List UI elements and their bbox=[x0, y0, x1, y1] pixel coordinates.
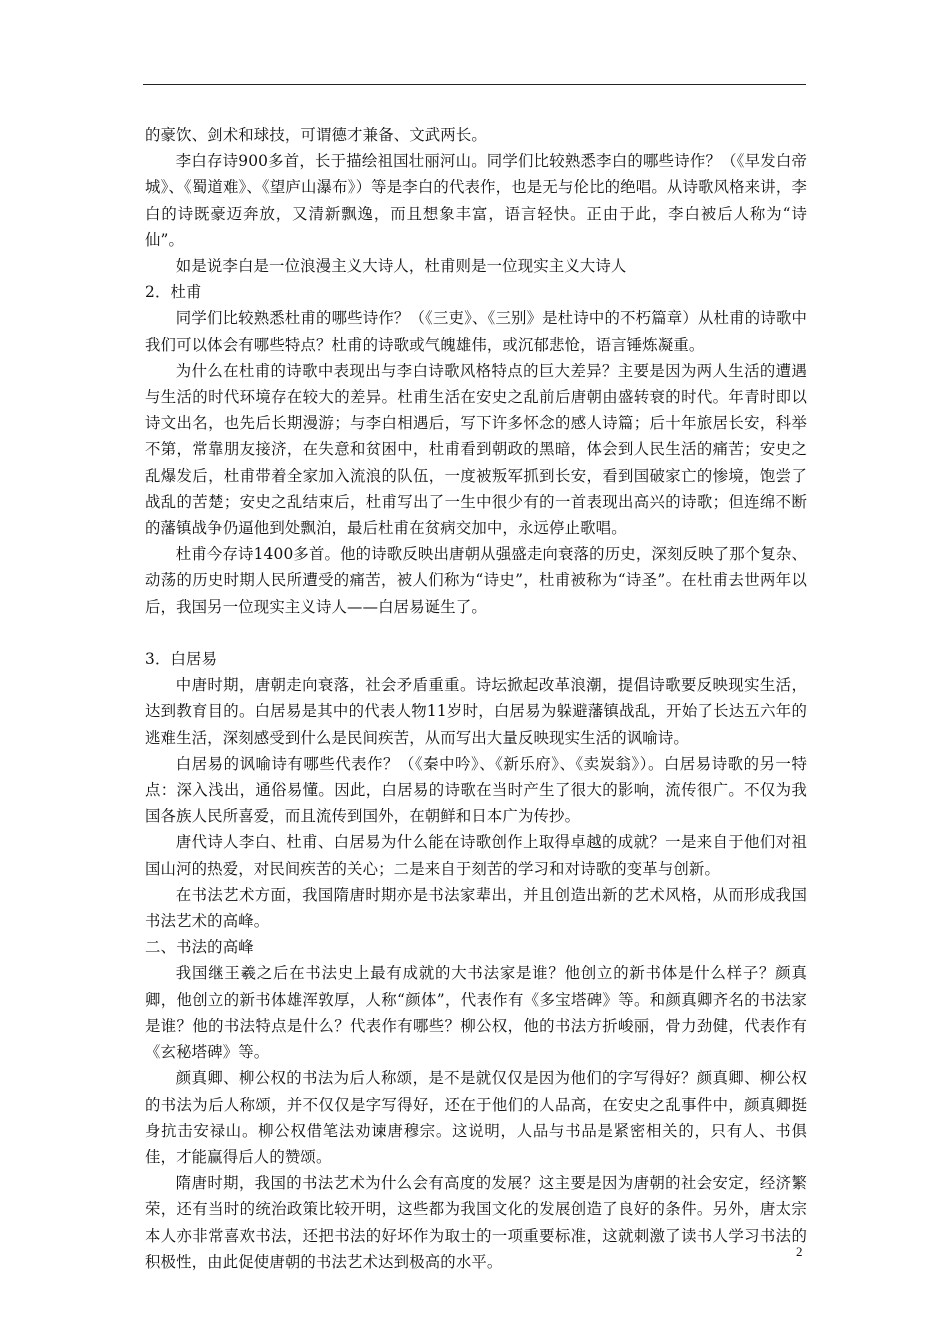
section-heading-calligraphy: 二、书法的高峰 bbox=[145, 938, 254, 957]
paragraph-bai-juyi-works: 白居易的讽喻诗有哪些代表作？（《秦中吟》、《新乐府》、《卖炭翁》）。白居易诗歌的另一特点：深入浅出，通俗易懂。因此，白居易的诗歌在当时产生了很大的影响，流传很广。不仅为我国各族人民所喜爱，而且流传到国外，在朝鲜和日本广为传抄。 bbox=[145, 754, 807, 826]
paragraph-calligraphers: 我国继王羲之后在书法史上最有成就的大书法家是谁？他创立的新书体是什么样子？颜真卿，他创立的新书体雄浑敦厚，人称“颜体”，代表作有《多宝塔碑》等。和颜真卿齐名的书法家是谁？他的书法特点是什么？代表作有哪些？柳公权，他的书法方折峻丽，骨力劲健，代表作有《玄秘塔碑》等。 bbox=[145, 964, 807, 1062]
paragraph-du-fu-life: 为什么在杜甫的诗歌中表现出与李白诗歌风格特点的巨大差异？主要是因为两人生活的遭遇与生活的时代环境存在较大的差异。杜甫生活在安史之乱前后唐朝由盛转衰的时代。年青时即以诗文出名，也先后长期漫游；与李白相遇后，写下许多怀念的感人诗篇；后十年旅居长安，科举不第，常靠朋友接济，在失意和贫困中，杜甫看到朝政的黑暗，体会到人民生活的痛苦；安史之乱爆发后，杜甫带着全家加入流浪的队伍，一度被叛军抓到长安，看到国破家亡的惨境，饱尝了战乱的苦楚；安史之乱结束后，杜甫写出了一生中很少有的一首表现出高兴的诗歌；但连绵不断的藩镇战争仍逼他到处飘泊，最后杜甫在贫病交加中，永远停止歌唱。 bbox=[145, 361, 807, 538]
paragraph-li-bai-poems: 李白存诗900多首，长于描绘祖国壮丽河山。同学们比较熟悉李白的哪些诗作？（《早发白帝城》、《蜀道难》、《望庐山瀑布》）等是李白的代表作，也是无与伦比的绝唱。从诗歌风格来讲，李白的诗既豪迈奔放，又清新飘逸，而且想象丰富，语言轻快。正由于此，李白被后人称为“诗仙”。 bbox=[145, 152, 807, 249]
paragraph-bai-juyi-background: 中唐时期，唐朝走向衰落，社会矛盾重重。诗坛掀起改革浪潮，提倡诗歌要反映现实生活，达到教育目的。白居易是其中的代表人物11岁时，白居易为躲避藩镇战乱，开始了长达五六年的逃难生活，深刻感受到什么是民间疾苦，从而写出大量反映现实生活的讽喻诗。 bbox=[145, 676, 807, 747]
paragraph-calligraphy-intro: 在书法艺术方面，我国隋唐时期亦是书法家辈出，并且创造出新的艺术风格，从而形成我国书法艺术的高峰。 bbox=[145, 885, 807, 931]
paragraph-du-fu-works: 同学们比较熟悉杜甫的哪些诗作？（《三吏》、《三别》是杜诗中的不朽篇章）从杜甫的诗歌中我们可以体会有哪些特点？杜甫的诗歌或气魄雄伟，或沉郁悲怆，语言锤炼凝重。 bbox=[145, 309, 807, 354]
paragraph-character-and-calligraphy: 颜真卿、柳公权的书法为后人称颂，是不是就仅仅是因为他们的字写得好？颜真卿、柳公权的书法为后人称颂，并不仅仅是字写得好，还在于他们的人品高，在安史之乱事件中，颜真卿挺身抗击安禄山。柳公权借笔法劝谏唐穆宗。这说明，人品与书品是紧密相关的，只有人、书俱佳，才能赢得后人的赞颂。 bbox=[145, 1069, 807, 1166]
paragraph-calligraphy-development: 隋唐时期，我国的书法艺术为什么会有高度的发展？这主要是因为唐朝的社会安定，经济繁荣，还有当时的统治政策比较开明，这些都为我国文化的发展创造了良好的条件。另外，唐太宗本人亦非常喜欢书法，还把书法的好坏作为取士的一项重要标准，这就刺激了读书人学习书法的积极性，由此促使唐朝的书法艺术达到极高的水平。 bbox=[145, 1174, 807, 1271]
paragraph-poets-achievement: 唐代诗人李白、杜甫、白居易为什么能在诗歌创作上取得卓越的成就？一是来自于他们对祖国山河的热爱，对民间疾苦的关心；二是来自于刻苦的学习和对诗歌的变革与创新。 bbox=[145, 833, 807, 878]
document-body bbox=[145, 122, 807, 1275]
section-heading-bai-juyi: 3．白居易 bbox=[145, 650, 218, 669]
paragraph-transition: 如是说李白是一位浪漫主义大诗人，杜甫则是一位现实主义大诗人 bbox=[175, 257, 627, 276]
section-heading-du-fu: 2．杜甫 bbox=[145, 283, 202, 302]
paragraph-continuation: 的豪饮、剑术和球技，可谓德才兼备、文武两长。 bbox=[145, 126, 487, 144]
paragraph-du-fu-legacy: 杜甫今存诗1400多首。他的诗歌反映出唐朝从强盛走向衰落的历史，深刻反映了那个复杂、动荡的历史时期人民所遭受的痛苦，被人们称为“诗史”，杜甫被称为“诗圣”。在杜甫去世两年以后，我国另一位现实主义诗人——白居易诞生了。 bbox=[145, 545, 807, 616]
page-number: 2 bbox=[796, 1244, 803, 1259]
header-rule bbox=[143, 84, 806, 85]
blank-line bbox=[145, 620, 807, 646]
